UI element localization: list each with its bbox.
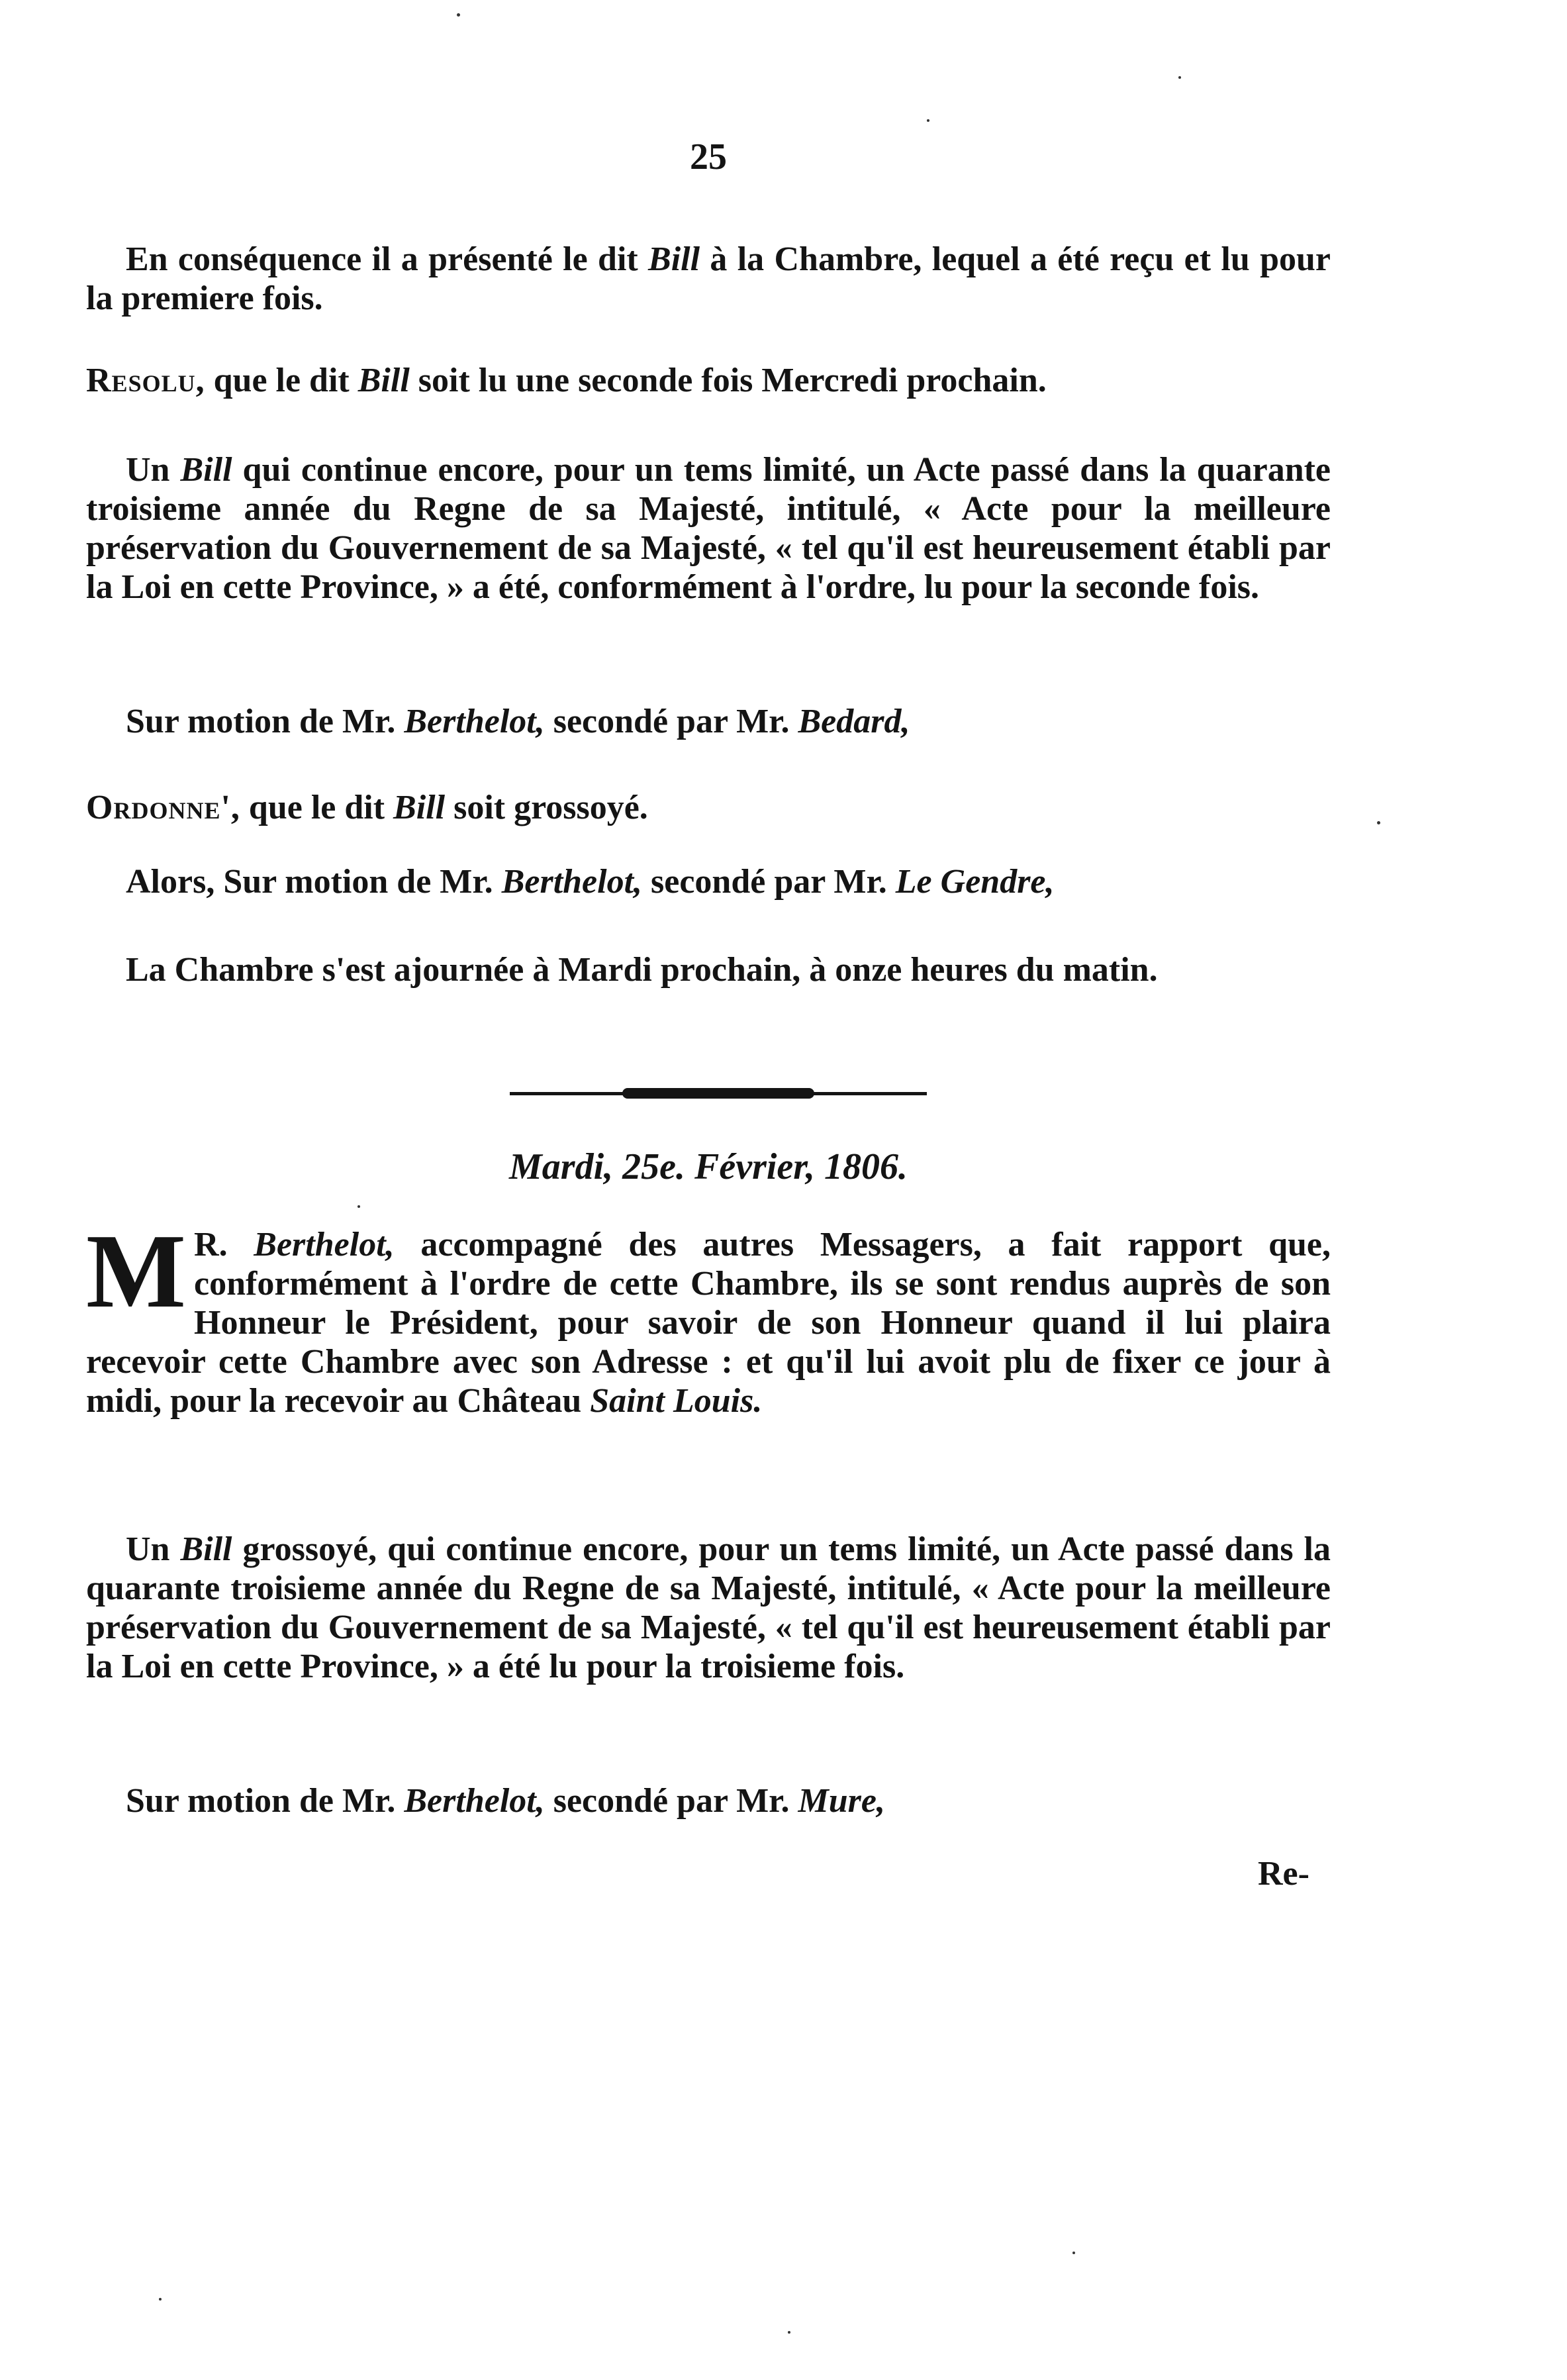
text: que le dit bbox=[213, 362, 350, 399]
paragraph-motion-mure bbox=[86, 1781, 1331, 1820]
paragraph-resolu bbox=[86, 361, 1331, 400]
paragraph-bill-second-reading bbox=[86, 450, 1331, 607]
paragraph-bill-third-reading bbox=[86, 1530, 1331, 1686]
resolu-label: Resolu, bbox=[86, 362, 205, 399]
text: qui continue encore, pour un tems limité, un Acte passé dans la quarante troisieme année du Regne de sa Majesté, intitulé, « Acte pour la meilleure préservation du Gouvernement de sa Majesté, « tel qu'il est heureusement établi par la Loi en cette Province, » a été, conformément à l'ordre, lu pour la seconde fois. bbox=[86, 451, 1331, 606]
bill-term: Bill bbox=[180, 1530, 232, 1568]
date-heading: Mardi, 25e. Février, 1806. bbox=[509, 1146, 908, 1187]
text: à la Chambre, lequel a été bbox=[710, 240, 1100, 278]
paragraph-motion-bedard bbox=[86, 702, 1331, 741]
paragraph-adjournment bbox=[86, 950, 1331, 989]
paper-speck bbox=[1377, 821, 1380, 824]
person-name: Le Gendre, bbox=[895, 863, 1055, 901]
paragraph-bill-presented bbox=[86, 240, 1331, 318]
paper-speck bbox=[1072, 2252, 1075, 2254]
paragraph-motion-legendre bbox=[86, 862, 1331, 901]
bill-term: Bill bbox=[180, 451, 232, 489]
catchword: Re- bbox=[1258, 1855, 1309, 1893]
text: Alors, Sur motion de Mr. bbox=[126, 863, 493, 901]
paper-speck bbox=[927, 119, 929, 122]
text: accompagné des autres Messagers, a fait rapport que, conformément à l'ordre de cette Chambre, ils se sont rendus auprès de son Honneur le Président, pour savoir de son Honneur quand il lui plaira recevoir cette Chambre avec son Adresse : et qu'il lui avoit plu de fixer ce jour à midi, pour la recevoir au Château bbox=[86, 1226, 1331, 1420]
paragraph-ordonne bbox=[86, 788, 1331, 827]
place-name: Saint Louis. bbox=[590, 1382, 763, 1420]
divider-ornament bbox=[622, 1088, 814, 1099]
person-name: Berthelot, bbox=[254, 1226, 395, 1264]
paper-speck bbox=[357, 1205, 360, 1208]
text: soit lu une seconde fois Mercredi prochain. bbox=[418, 362, 1047, 399]
ordonne-label: Ordonne', bbox=[86, 789, 240, 826]
text: R. bbox=[194, 1226, 228, 1264]
text: soit grossoyé. bbox=[453, 789, 648, 826]
text: Sur motion de Mr. bbox=[126, 703, 396, 740]
paper-speck bbox=[788, 2331, 790, 2334]
bill-term: Bill bbox=[357, 362, 410, 399]
paper-speck bbox=[457, 13, 460, 17]
person-name: Bedard, bbox=[798, 703, 910, 740]
bill-term: Bill bbox=[393, 789, 446, 826]
person-name: Berthelot, bbox=[404, 1782, 545, 1820]
text: secondé par Mr. bbox=[553, 1782, 790, 1820]
text: Sur motion de Mr. bbox=[126, 1782, 396, 1820]
text: que le dit bbox=[248, 789, 385, 826]
paper-speck bbox=[1178, 76, 1181, 79]
text: Un bbox=[126, 451, 170, 489]
page-number: 25 bbox=[690, 136, 727, 177]
bill-term: Bill bbox=[648, 240, 700, 278]
text: secondé par Mr. bbox=[651, 863, 887, 901]
text: La Chambre s'est ajournée à Mardi prochain, à onze heures du matin. bbox=[126, 951, 1158, 989]
person-name: Berthelot, bbox=[501, 863, 643, 901]
paper-speck bbox=[159, 2298, 162, 2301]
person-name: Mure, bbox=[798, 1782, 885, 1820]
paragraph-berthelot-report bbox=[86, 1212, 1331, 1420]
text: Un bbox=[126, 1530, 170, 1568]
person-name: Berthelot, bbox=[404, 703, 545, 740]
drop-cap: M bbox=[86, 1212, 187, 1330]
text: grossoyé, qui continue encore, pour un tems limité, un Acte passé dans la quarante troisieme année du Regne de sa Majesté, intitulé, « Acte pour la meilleure préservation du Gouvernement de sa Majesté, « tel qu'il est heureusement établi par la Loi en cette Province, » a été lu pour la troisieme fois. bbox=[86, 1530, 1331, 1685]
text: En conséquence il a présenté le dit bbox=[126, 240, 638, 278]
report-text bbox=[86, 1212, 1331, 1420]
text: reçu et lu pour la premiere fois. bbox=[86, 240, 1331, 317]
text: secondé par Mr. bbox=[553, 703, 790, 740]
